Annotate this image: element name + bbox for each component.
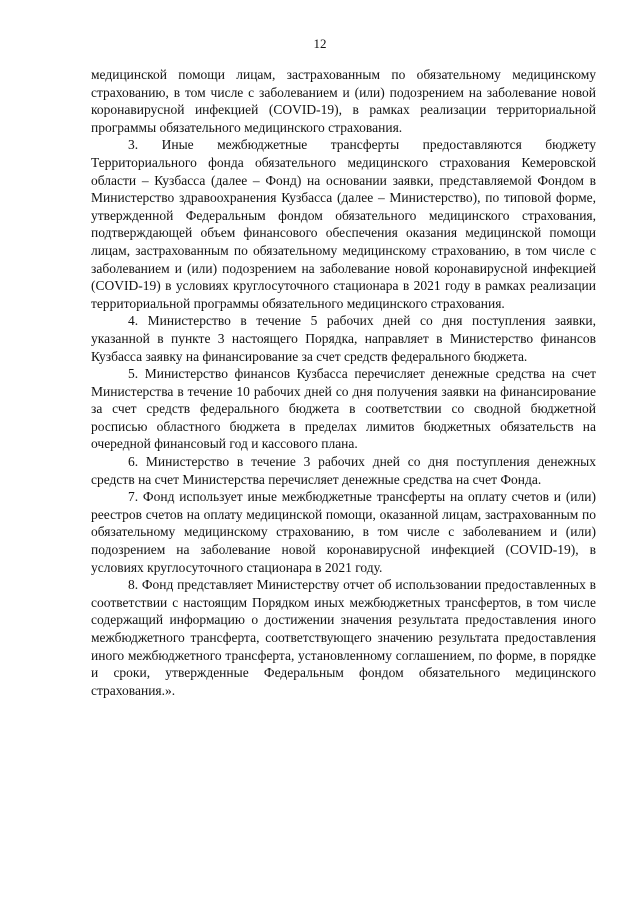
paragraph-item-6: 6. Министерство в течение 3 рабочих дней со дня поступления денежных средств на счет Министерства перечисляет денежные средства на счет Фонда. — [91, 454, 596, 487]
paragraph-item-5: 5. Министерство финансов Кузбасса перечисляет денежные средства на счет Министерства в течение 10 рабочих дней со дня получения заявки на финансирование за счет средств федерального бюджета в соответствии со сводной бюджетной росписью областного бюджета в пределах лимитов бюджетных обязательств на очередной финансовый год и кассового плана. — [91, 366, 596, 452]
paragraph-item-7: 7. Фонд использует иные межбюджетные трансферты на оплату счетов и (или) реестров счетов на оплату медицинской помощи, оказанной лицам, застрахованным по обязательному медицинскому страхованию, в том числе с заболеванием и (или) подозрением на заболевание новой коронавирусной инфекцией (COVID-19), в условиях круглосуточного стационара в 2021 году. — [91, 489, 596, 575]
paragraph-item-4: 4. Министерство в течение 5 рабочих дней со дня поступления заявки, указанной в пункте 3 настоящего Порядка, направляет в Министерство финансов Кузбасса заявку на финансирование за счет средств федерального бюджета. — [91, 313, 596, 364]
document-body — [91, 66, 596, 699]
page-number: 12 — [313, 36, 327, 51]
paragraph-item-3: 3. Иные межбюджетные трансферты предоставляются бюджету Территориального фонда обязательного медицинского страхования Кемеровской области – Кузбасса (далее – Фонд) на основании заявки, представляемой Фондом в Министерство здравоохранения Кузбасса (далее – Министерство), по типовой форме, утвержденной Федеральным фондом обязательного медицинского страхования, подтверждающей объем финансового обеспечения оказания медицинской помощи лицам, застрахованным по обязательному медицинскому страхованию, в том числе с заболеванием и (или) подозрением на заболевание новой коронавирусной инфекцией (COVID-19) в условиях круглосуточного стационара в 2021 году в рамках реализации территориальной программы обязательного медицинского страхования. — [91, 137, 596, 311]
paragraph-continuation: медицинской помощи лицам, застрахованным по обязательному медицинскому страхованию, в том числе с заболеванием и (или) подозрением на заболевание новой коронавирусной инфекцией (COVID-19), в рамках реализации территориальной программы обязательного медицинского страхования. — [91, 67, 596, 135]
paragraph-item-8: 8. Фонд представляет Министерству отчет об использовании предоставленных в соответствии с настоящим Порядком иных межбюджетных трансфертов, в том числе содержащий информацию о достижении значения результата предоставления иного межбюджетного трансферта, соответствующего значению результата предоставления иного межбюджетного трансферта, установленному соглашением, по форме, в порядке и сроки, утвержденные Федеральным фондом обязательного медицинского страхования.». — [91, 577, 596, 698]
